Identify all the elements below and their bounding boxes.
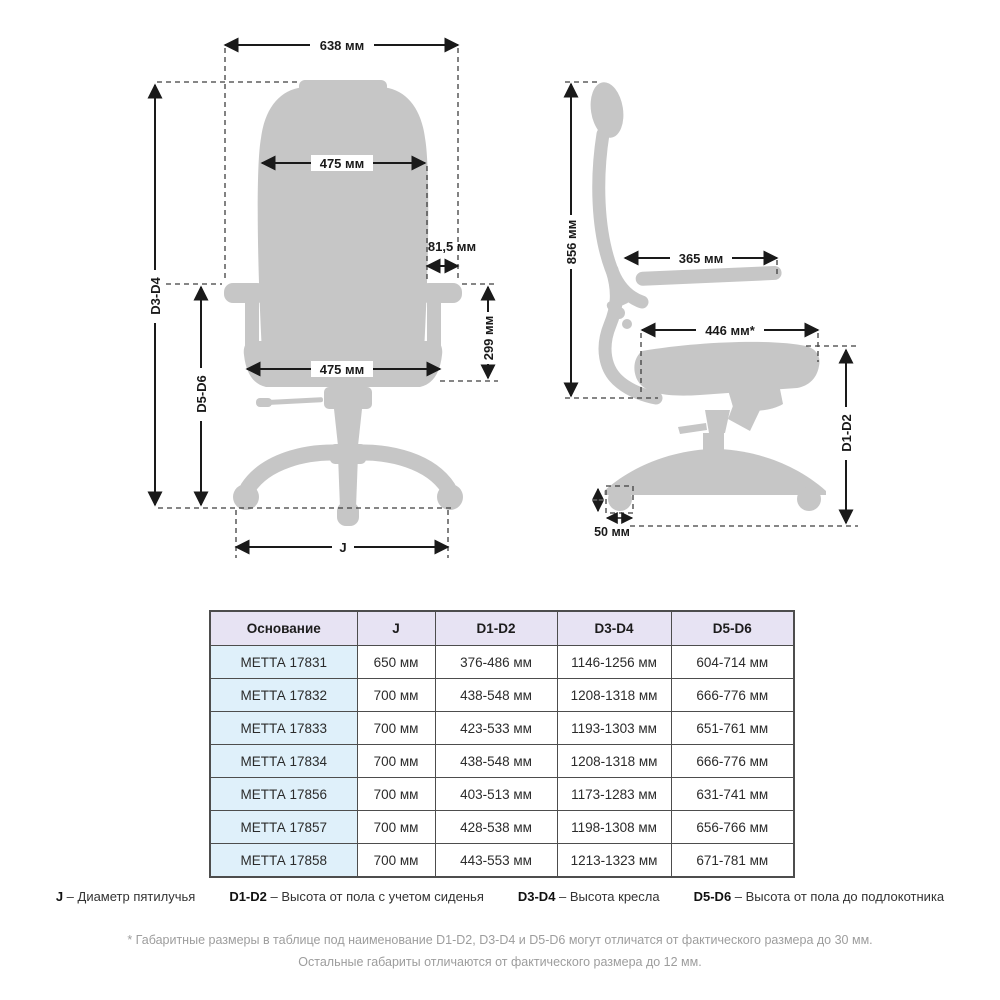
legend-key: J bbox=[55, 889, 67, 904]
adjust-knob-small bbox=[622, 319, 632, 329]
model-cell: МЕТТА 17833 bbox=[210, 712, 357, 745]
value-cell: 403-513 мм bbox=[435, 778, 557, 811]
value-cell: 1173-1283 мм bbox=[557, 778, 671, 811]
model-cell: МЕТТА 17858 bbox=[210, 844, 357, 878]
value-cell: 700 мм bbox=[357, 811, 435, 844]
spec-table-header-row bbox=[210, 611, 794, 646]
dim-label-armrest-height: D5-D6 bbox=[194, 375, 209, 413]
value-cell: 666-776 мм bbox=[671, 745, 794, 778]
value-cell: 604-714 мм bbox=[671, 646, 794, 679]
legend-desc: – Диаметр пятилучья bbox=[66, 889, 196, 904]
value-cell: 656-766 мм bbox=[671, 811, 794, 844]
value-cell: 650 мм bbox=[357, 646, 435, 679]
caster-front-center bbox=[337, 502, 359, 526]
column-header: D3-D4 bbox=[557, 611, 671, 646]
armrest-pad-left bbox=[224, 283, 266, 303]
armrest-pad-right bbox=[420, 283, 462, 303]
dim-label-seat-height: D1-D2 bbox=[839, 414, 854, 452]
table-row bbox=[210, 646, 794, 679]
model-cell: МЕТТА 17832 bbox=[210, 679, 357, 712]
legend-item bbox=[56, 889, 195, 904]
value-cell: 651-761 мм bbox=[671, 712, 794, 745]
column-header: D5-D6 bbox=[671, 611, 794, 646]
table-row bbox=[210, 844, 794, 878]
value-cell: 1198-1308 мм bbox=[557, 811, 671, 844]
value-cell: 700 мм bbox=[357, 778, 435, 811]
dim-label-seat-depth: 446 мм* bbox=[705, 323, 755, 338]
dim-label-seat-width: 475 мм bbox=[319, 362, 365, 377]
column-header: J bbox=[357, 611, 435, 646]
dim-label-backrest-width: 475 мм bbox=[319, 156, 365, 171]
value-cell: 671-781 мм bbox=[671, 844, 794, 878]
dim-label-base-diameter: J bbox=[339, 540, 347, 555]
dim-label-caster: 50 мм bbox=[594, 525, 630, 539]
legend-item bbox=[518, 889, 660, 904]
chair-side-silhouette bbox=[587, 80, 826, 511]
gas-column-side bbox=[703, 433, 724, 451]
dim-label-back-height: 856 мм bbox=[564, 219, 579, 265]
legend-item bbox=[694, 889, 945, 904]
table-row bbox=[210, 778, 794, 811]
value-cell: 700 мм bbox=[357, 844, 435, 878]
column-header: D1-D2 bbox=[435, 611, 557, 646]
value-cell: 700 мм bbox=[357, 745, 435, 778]
caster-front-left bbox=[233, 484, 259, 510]
legend-key: D5-D6 bbox=[693, 889, 735, 904]
legend-desc: – Высота от пола до подлокотника bbox=[734, 889, 945, 904]
footnote-line-2: Остальные габариты отличаются от фактического размера до 12 мм. bbox=[298, 955, 702, 969]
table-row bbox=[210, 712, 794, 745]
model-cell: МЕТТА 17831 bbox=[210, 646, 357, 679]
spec-table bbox=[209, 610, 795, 878]
table-row bbox=[210, 811, 794, 844]
base-side bbox=[604, 449, 826, 495]
caster-front-right bbox=[437, 484, 463, 510]
adjust-knob bbox=[613, 307, 625, 319]
table-row bbox=[210, 745, 794, 778]
lever-rod-front bbox=[268, 397, 323, 405]
table-row bbox=[210, 679, 794, 712]
value-cell: 1213-1323 мм bbox=[557, 844, 671, 878]
legend-item bbox=[229, 889, 484, 904]
value-cell: 423-533 мм bbox=[435, 712, 557, 745]
value-cell: 428-538 мм bbox=[435, 811, 557, 844]
model-cell: МЕТТА 17856 bbox=[210, 778, 357, 811]
release-lever-side bbox=[678, 423, 707, 434]
value-cell: 700 мм bbox=[357, 712, 435, 745]
spec-table-body bbox=[210, 646, 794, 878]
legend bbox=[0, 889, 1000, 904]
armrest-side bbox=[635, 266, 781, 286]
footnotes bbox=[0, 929, 1000, 973]
value-cell: 666-776 мм bbox=[671, 679, 794, 712]
legend-key: D1-D2 bbox=[229, 889, 271, 904]
legend-key: D3-D4 bbox=[517, 889, 560, 904]
dim-label-armrest-length: 365 мм bbox=[678, 251, 724, 266]
gas-lift-side bbox=[705, 410, 730, 433]
legend-desc: – Высота от пола с учетом сиденья bbox=[270, 889, 484, 904]
value-cell: 438-548 мм bbox=[435, 679, 557, 712]
mechanism-front bbox=[324, 387, 372, 409]
dim-label-overall-width: 638 мм bbox=[319, 38, 365, 53]
chair-front-silhouette bbox=[224, 80, 463, 526]
dim-label-backrest-to-seat: 299 мм bbox=[481, 315, 496, 361]
value-cell: 1146-1256 мм bbox=[557, 646, 671, 679]
value-cell: 1208-1318 мм bbox=[557, 679, 671, 712]
value-cell: 631-741 мм bbox=[671, 778, 794, 811]
caster-side-rear bbox=[608, 487, 632, 511]
value-cell: 1193-1303 мм bbox=[557, 712, 671, 745]
column-header: Основание bbox=[210, 611, 357, 646]
dim-label-chair-height: D3-D4 bbox=[148, 277, 163, 315]
model-cell: МЕТТА 17857 bbox=[210, 811, 357, 844]
backrest-front bbox=[258, 87, 429, 352]
value-cell: 438-548 мм bbox=[435, 745, 557, 778]
legend-desc: – Высота кресла bbox=[559, 889, 660, 904]
model-cell: МЕТТА 17834 bbox=[210, 745, 357, 778]
dim-label-armrest-offset: 81,5 мм bbox=[427, 239, 477, 254]
footnote-line-1: * Габаритные размеры в таблице под наименование D1-D2, D3-D4 и D5-D6 могут отличатся от фактического размера до 30 мм. bbox=[127, 933, 873, 947]
value-cell: 1208-1318 мм bbox=[557, 745, 671, 778]
value-cell: 376-486 мм bbox=[435, 646, 557, 679]
value-cell: 443-553 мм bbox=[435, 844, 557, 878]
base-front-leg bbox=[338, 455, 358, 508]
seat-side bbox=[634, 342, 819, 396]
caster-side-front bbox=[797, 487, 821, 511]
value-cell: 700 мм bbox=[357, 679, 435, 712]
